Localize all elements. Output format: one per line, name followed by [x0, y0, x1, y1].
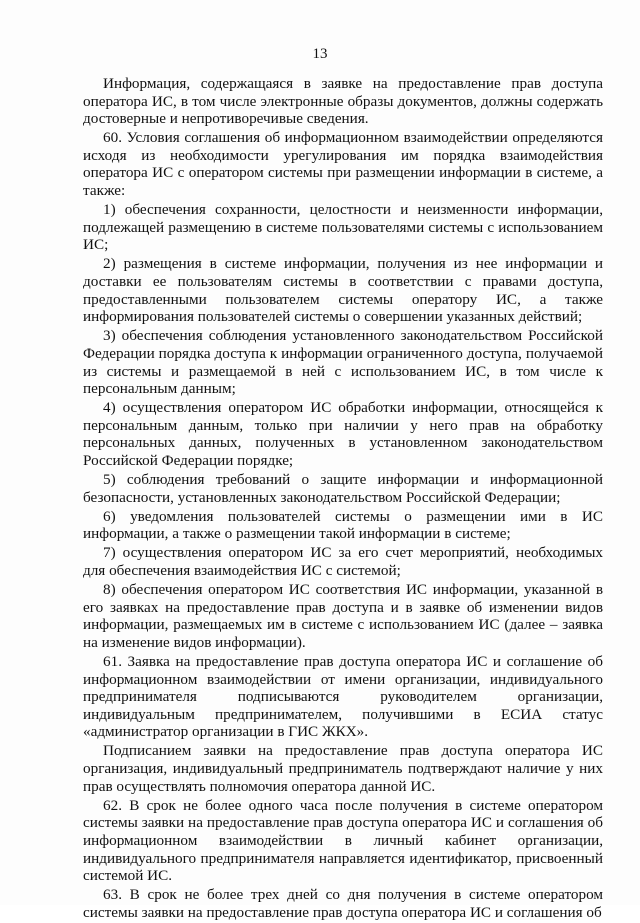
paragraph-60-item-4: 4) осуществления оператором ИС обработки информации, относящейся к персональным данным, только при наличии у него прав на обработку персональных данных, полученных в установленном законодательством Российской Федерации порядке;: [83, 399, 603, 469]
paragraph-info-requirements: Информация, содержащаяся в заявке на предоставление прав доступа оператора ИС, в том числе электронные образы документов, должны содержать достоверные и непротиворечивые сведения.: [83, 75, 603, 128]
paragraph-60-item-3: 3) обеспечения соблюдения установленного законодательством Российской Федерации порядка доступа к информации ограниченного доступа, получаемой из системы и размещаемой в ней с использованием ИС, в том числе к персональным данным;: [83, 327, 603, 398]
page-number: 13: [312, 46, 328, 62]
paragraph-63: 63. В срок не более трех дней со дня получения в системе оператором системы заявки на предоставление прав доступа оператора ИС и соглашения об: [83, 886, 603, 921]
paragraph-60-item-8: 8) обеспечения оператором ИС соответствия ИС информации, указанной в его заявках на предоставление прав доступа и в заявке об изменении видов информации, размещаемых им в системе с использованием ИС (далее – заявка на изменение видов информации).: [83, 581, 603, 651]
paragraph-60-item-2: 2) размещения в системе информации, получения из нее информации и доставки ее пользователям системы в соответствии с правами доступа, предоставленными пользователем системы оператору ИС, а также информирования пользователей системы о совершении указанных действий;: [83, 255, 603, 326]
paragraph-60: 60. Условия соглашения об информационном взаимодействии определяются исходя из необходимости урегулирования им порядка взаимодействия оператора ИС с оператором системы при размещении информации в системе, а также:: [83, 129, 603, 200]
paragraph-61: 61. Заявка на предоставление прав доступа оператора ИС и соглашение об информационном взаимодействии от имени организации, индивидуального предпринимателя подписываются руководителем организации, индивидуальным предпринимателем, получившими в ЕСИА статус «администратор организации в ГИС ЖКХ».: [83, 653, 603, 741]
paragraph-60-item-7: 7) осуществления оператором ИС за его счет мероприятий, необходимых для обеспечения взаимодействия ИС с системой;: [83, 544, 603, 580]
paragraph-60-item-5: 5) соблюдения требований о защите информации и информационной безопасности, установленных законодательством Российской Федерации;: [83, 471, 603, 506]
document-body: [83, 75, 603, 923]
paragraph-signing: Подписанием заявки на предоставление прав доступа оператора ИС организация, индивидуальный предприниматель подтверждают наличие у них прав осуществлять полномочия оператора данной ИС.: [83, 742, 603, 795]
paragraph-60-item-1: 1) обеспечения сохранности, целостности и неизменности информации, подлежащей размещению в системе пользователями системы с использованием ИС;: [83, 201, 603, 254]
paragraph-60-item-6: 6) уведомления пользователей системы о размещении ими в ИС информации, а также о размещении такой информации в системе;: [83, 507, 603, 543]
paragraph-62: 62. В срок не более одного часа после получения в системе оператором системы заявки на предоставление прав доступа оператора ИС и соглашения об информационном взаимодействии в личный кабинет организации, индивидуального предпринимателя направляется идентификатор, присвоенный системой ИС.: [83, 796, 603, 885]
